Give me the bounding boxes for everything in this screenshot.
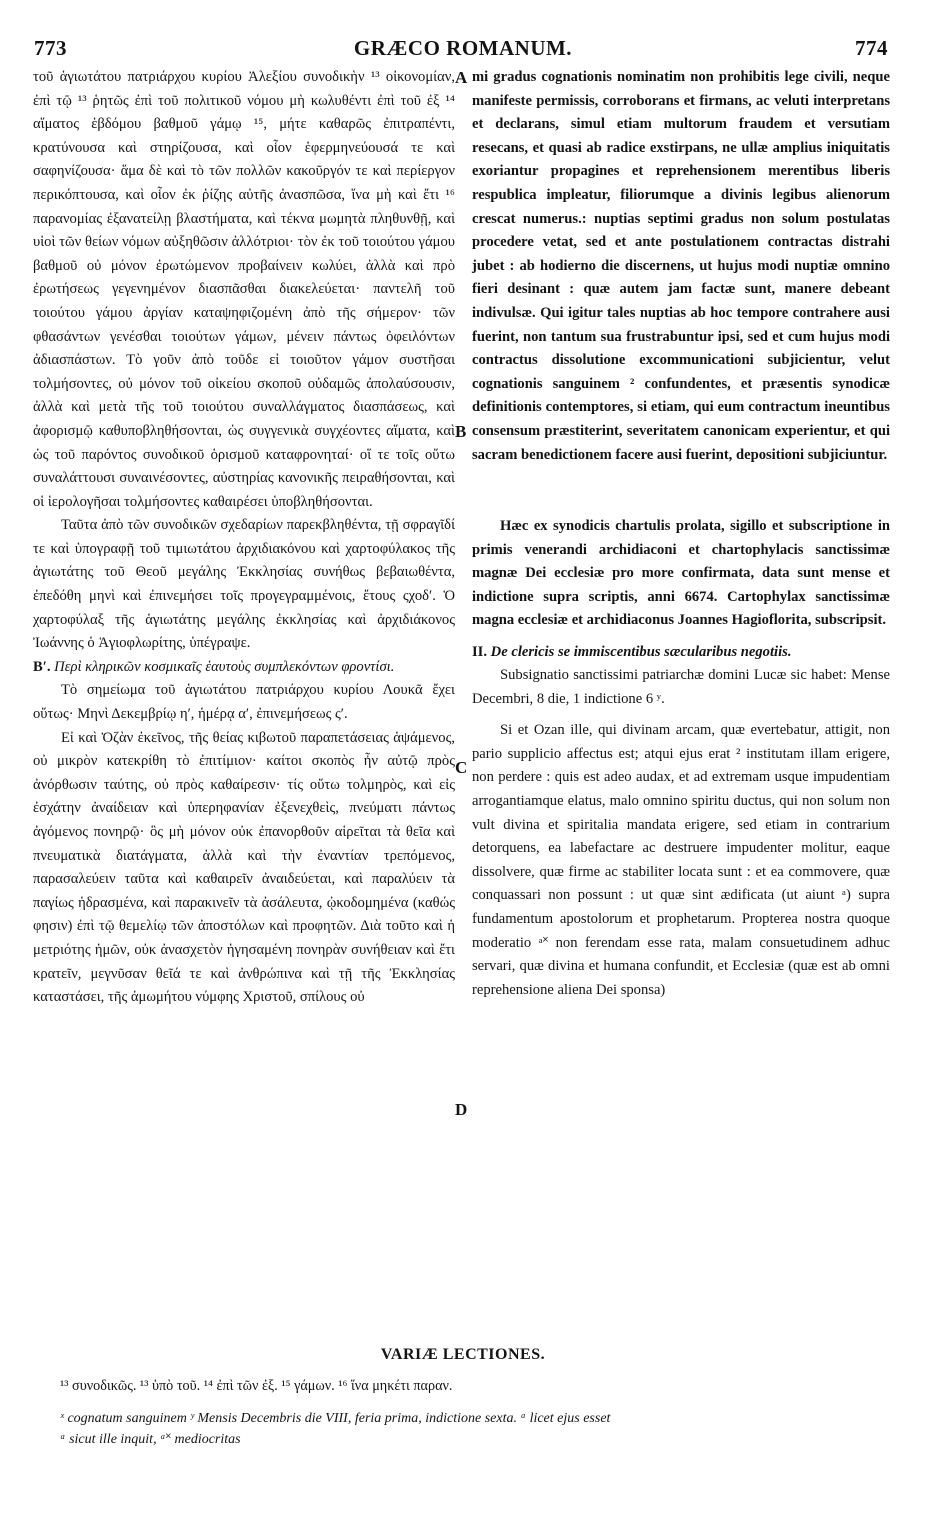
- margin-mark-d: D: [455, 1100, 468, 1119]
- greek-paragraph-1: τοῦ ἁγιωτάτου πατριάρχου κυρίου Ἀλεξίου συνοδικὴν ¹³ οἰκονομίαν, ἐπὶ τῷ ¹³ ῥητῶς ἐπὶ τοῦ πολιτικοῦ νόμου μὴ κωλυθέντι ἐπὶ τοῦ ἐξ ¹⁴ αἵματος ἑβδόμου βαθμοῦ γάμῳ ¹⁵, μήτε καθαρῶς ἐπιτραπέντι, κρατύνουσα καὶ στηρίζουσα, καὶ οἷον ἑφερμηνεύουσά τε καὶ σαφηνίζουσα· ἅμα δὲ καὶ τὸ τῶν πολλῶν κακοῦργόν τε καὶ περίεργον περικόπτουσα, καὶ οἷον ἐκ ῥίζης αὐτῆς ἀνασπῶσα, ἵνα μὴ καὶ ἔτι ¹⁶ παρανομίας ἐξανατείλῃ βλαστήματα, καὶ τέκνα μωμητὰ πληθυνθῇ, καὶ υἱοὶ τῶν θείων νόμων αὐξηθῶσιν ἀλλότριοι· τὸν ἐκ τοῦ τοιούτου γάμου βαθμοῦ οὐ μόνον ἐρωτώμενον προβαίνειν κωλύει, ἀλλὰ καὶ πρὸ ἐρωτήσεως γεγενημένον διασπᾶσθαι διακελεύεται· παντελῆ τοῦ τοιούτου γάμου ἀργίαν καταψηφιζομένη ἀπὸ τῆς σήμερον· τῶν φθασάντων γενέσθαι τοιούτων γάμων, μένειν πάντως ὀφειλόντων ἀδιασπάστων. Τὸ γοῦν ἀπὸ τοῦδε εἰ τοιοῦτον γάμον συστῆσαι τολμήσοντες, οὐ μόνον τοῦ οἰκείου σκοποῦ οὐδαμῶς ἀπολαύσουσιν, ἀλλὰ καὶ μετὰ τῆς τοῦ τοιούτου συναλλάγματος διασπάσεως, καὶ ἀφορισμῷ καθυποβληθήσονται, ὡς συγγενικὰ συγχέοντες αἵματα, καὶ ὡς τοῦ παρόντος συνοδικοῦ ὁρισμοῦ καταφρονηταί· οἵ τε τοῖς οὕτω συναλάττουσι συναινέσοντες, αὐστηρίας κανονικῆς πειραθήσονται, καὶ οἱ ἱερολογῆσαι τολμήσοντες καθαιρέσει ὑποβληθήσονται.: [33, 69, 455, 510]
- footnote-line-2: ᵃ sicut ille inquit, ᵃ˟ mediocritas: [60, 1432, 241, 1447]
- column-gap-small: [472, 633, 890, 641]
- latin-paragraph-4: Si et Ozan ille, qui divinam arcam, quæ evertebatur, attigit, non pario supplicio affectus est; atqui ejus erat ² institutam illam erigere, non perdere : quis est adeo audax, et ad extremam usque impudentiam arrogantiamque elatus, malo omnino spiritu ductus, qui non solum non vult divina et spiritalia mandata erigere, sed etiam in contrarium detorquens, ea labefactare ac destruere impudenter molitur, eaque dissolvere, quæ firme ac stabiliter locata sunt : et ea commovere, quæ conquassari non possunt : ut quæ sint ædificata (ut aiunt ᵃ) supra fundamentum apostolorum et prophetarum. Propterea nostra quoque moderatio ᵃ˟ non ferendam esse rata, malam consuetudinem adhuc servari, quæ divina et humana confundit, et Ecclesiæ (quæ est ab omni reprehensione aliena Dei sponsa): [472, 722, 890, 998]
- running-title: GRÆCO ROMANUM.: [353, 36, 573, 60]
- column-gap: [472, 467, 890, 515]
- footnote-line-1: ˣ cognatum sanguinem ʸ Mensis Decembris die VIII, feria prima, indictione sexta. ᵃ licet ejus esset: [60, 1411, 611, 1426]
- margin-mark-a: A: [455, 68, 468, 87]
- latin-column: [472, 66, 890, 1002]
- greek-paragraph-4: Εἰ καὶ Ὀζὰν ἐκεῖνος, τῆς θείας κιβωτοῦ παραπετάσειας ἁψάμενος, οὐ μικρὸν κατεκρίθη τὸ ἐπιτίμιον· καίτοι σκοπὸς ἦν αὐτῷ πρὸς ἀνόρθωσιν ταύτης, οὐ πρὸς καθαίρεσιν· τίς οὕτω τολμηρὸς, καὶ εἰς ἐσχάτην ἀναίδειαν καὶ ὑπερηφανίαν ἐξενεχθεὶς, πνεύματι πάντως ἀγόμενος πονηρῷ· ὃς μὴ μόνον οὐκ ἐπανορθοῦν αἱρεῖται τὰ θεῖα καὶ πνευματικὰ διατάγματα, ἀλλὰ καὶ τὴν ἐναντίαν τρεπόμενος, παρασαλεύειν ταῦτα καὶ καθαιρεῖν ἀναιδεύεται, καὶ παραλύειν τὰ παγίως ἡδρασμένα, καὶ παρακινεῖν τὰ ἀσάλευτα, ᾠκοδομημένα (καθώς φησιν) ἐπὶ τῷ θεμελίῳ τῶν ἀποστόλων καὶ προφητῶν. Διὰ τοῦτο καὶ ἡ μετριότης ἡμῶν, οὐκ ἀνασχετὸν ἡγησαμένη πονηρὰν συνήθειαν καὶ ἔτι κρατεῖν, μεγνῦσαν θεῖά τε καὶ ἀνθρώπινα καὶ τῇ τῆς Ἐκκλησίας καταστάσει, τῆς ἀμωμήτου νύμφης Χριστοῦ, σπίλους οὐ: [33, 729, 455, 1006]
- footnotes: [60, 1408, 895, 1450]
- latin-section-number: II.: [472, 644, 488, 661]
- greek-paragraph-3: Τὸ σημείωμα τοῦ ἁγιωτάτου πατριάρχου κυρίου Λουκᾶ ἔχει οὕτως· Μηνὶ Δεκεμβρίῳ ηʹ, ἡμέρᾳ αʹ, ἐπινεμήσεως ςʹ.: [33, 682, 455, 723]
- greek-column: [33, 66, 455, 1010]
- margin-mark-b: B: [455, 422, 467, 441]
- variae-lectiones-heading: VARIÆ LECTIONES.: [380, 1346, 546, 1363]
- latin-section-title: De clericis se immiscentibus sæcularibus negotiis.: [490, 644, 792, 661]
- greek-paragraph-2: Ταῦτα ἀπὸ τῶν συνοδικῶν σχεδαρίων παρεκβληθέντα, τῇ σφραγῖδί τε καὶ ὑπογραφῇ τοῦ τιμιωτάτου ἀρχιδιακόνου καὶ χαρτοφύλακος τῆς ἁγιωτάτης τοῦ Θεοῦ μεγάλης Ἐκκλησίας συνήθως βεβαιωθέντα, ἐπεδόθη μηνὶ καὶ ἐπινεμήσει τοῖς προγεγραμμένοις, ἔτους ςχοδʹ. Ὁ χαρτοφύλαξ τῆς ἁγιωτάτης μεγάλης ἐκκλησίας καὶ ἀρχιδιάκονος Ἰωάννης ὁ Ἁγιοφλωρίτης, ὑπέγραψε.: [33, 517, 455, 652]
- latin-paragraph-2: Hæc ex synodicis chartulis prolata, sigillo et subscriptione in primis venerandi archidiaconi et chartophylacis sanctissimæ magnæ Dei ecclesiæ pro more confirmata, data sunt mense et indictione supra scriptis, anni 6674. Cartophylax sanctissimæ magna ecclesiæ et archidiaconus Joannes Hagioflorita, subscripsit.: [472, 518, 890, 629]
- column-gap-small-2: [472, 711, 890, 719]
- greek-section-title: Περὶ κληρικῶν κοσμικαῖς ἑαυτοὺς συμπλεκόντων φροντίσι.: [54, 658, 395, 675]
- right-page-number: 774: [855, 36, 888, 60]
- latin-paragraph-1: mi gradus cognationis nominatim non prohibitis lege civili, neque manifeste permissis, corroborans et firmans, ac veluti interpretans et declarans, simul etiam multorum fraudem et versutiam resecans, et quasi ab radice exstirpans, ne ullæ amplius iniquitatis exoriantur propagines et reprehensionem merentibus liberis respublica impleatur, filiorumque a divinis legibus alienorum crescat numerus.: nuptias septimi gradus non solum postulatas procedere vetat, sed et ante postulationem contractas distrahi jubet : ab hodierno die discernens, ut hujus modi nuptiæ omnino fieri desinant : quæ autem jam factæ sunt, manere debeant indivulsæ. Qui igitur tales nuptias ab hoc tempore contrahere ausi fuerint, non tantum sua frustrabuntur ipsi, sed et cum hujus modi contractus dissolutione excommunicationi subjicientur, velut cognationis sanguinem ² confundentes, et præsentis synodicæ definitionis contemptores, si etiam, qui eum contractum ineuntibus consensum præstiterint, severitatem canonicam experientur, et qui sacram benedictionem facere ausi fuerint, depositioni subjiciuntur.: [472, 69, 890, 463]
- latin-paragraph-3: Subsignatio sanctissimi patriarchæ domini Lucæ sic habet: Mense Decembri, 8 die, 1 indictione 6 ʸ.: [472, 667, 890, 707]
- greek-section-number: Βʹ.: [33, 658, 51, 675]
- latin-section-heading: [472, 641, 890, 664]
- greek-section-heading: [33, 656, 455, 680]
- left-page-number: 773: [34, 36, 67, 60]
- variae-lectiones-line: ¹³ συνοδικῶς. ¹³ ὑπὸ τοῦ. ¹⁴ ἐπὶ τῶν ἐξ. ¹⁵ γάμων. ¹⁶ ἵνα μηκέτι παραν.: [60, 1378, 453, 1394]
- margin-mark-c: C: [455, 758, 468, 777]
